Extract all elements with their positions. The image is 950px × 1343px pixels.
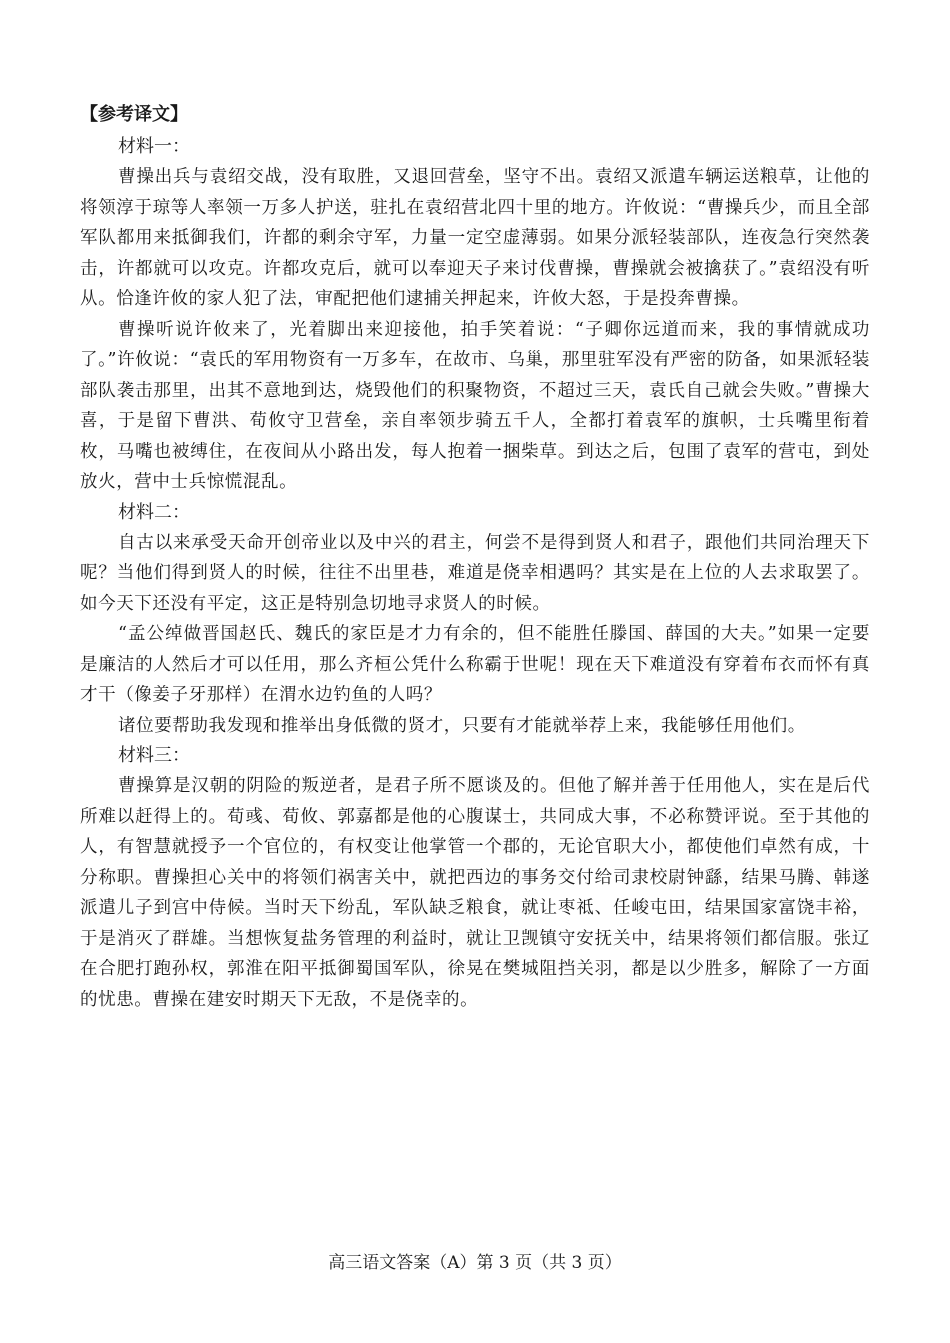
material-two-title: 材料二： <box>118 501 190 523</box>
section-heading: 【参考译文】 <box>80 104 188 125</box>
document-body <box>80 100 870 1015</box>
paragraph: 曹操听说许攸来了，光着脚出来迎接他，拍手笑着说：“子卿你远道而来，我的事情就成功了。”许攸说：“袁氏的军用物资有一万多车，在故市、乌巢，那里驻军没有严密的防备，如果派轻装部队袭击那里，出其不意地到达，烧毁他们的积聚物资，不超过三天，袁氏自己就会失败。”曹操大喜，于是留下曹洪、荀攸守卫营垒，亲自率领步骑五千人，全都打着袁军的旗帜，士兵嘴里衔着枚，马嘴也被缚住，在夜间从小路出发，每人抱着一捆柴草。到达之后，包围了袁军的营屯，到处放火，营中士兵惊慌混乱。 <box>80 319 870 492</box>
paragraph: 曹操出兵与袁绍交战，没有取胜，又退回营垒，坚守不出。袁绍又派遣车辆运送粮草，让他的将领淳于琼等人率领一万多人护送，驻扎在袁绍营北四十里的地方。许攸说：“曹操兵少，而且全部军队都用来抵御我们，许都的剩余守军，力量一定空虚薄弱。如果分派轻装部队，连夜急行突然袭击，许都就可以攻克。许都攻克后，就可以奉迎天子来讨伐曹操，曹操就会被擒获了。”袁绍没有听从。恰逢许攸的家人犯了法，审配把他们逮捕关押起来，许攸大怒，于是投奔曹操。 <box>80 167 870 309</box>
page-footer: 高三语文答案（A）第 3 页（共 3 页） <box>328 1253 622 1273</box>
material-one <box>80 132 870 498</box>
paragraph: 曹操算是汉朝的阴险的叛逆者，是君子所不愿谈及的。但他了解并善于任用他人，实在是后代所难以赶得上的。荀彧、荀攸、郭嘉都是他的心腹谋士，共同成大事，不必称赞评说。至于其他的人，有智慧就授予一个官位的，有权变让他掌管一个郡的，无论官职大小，都使他们卓然有成，十分称职。曹操担心关中的将领们祸害关中，就把西边的事务交付给司隶校尉钟繇，结果马腾、韩遂派遣儿子到宫中侍候。当时天下纷乱，军队缺乏粮食，就让枣祗、任峻屯田，结果国家富饶丰裕，于是消灭了群雄。当想恢复盐务管理的利益时，就让卫觊镇守安抚关中，结果将领们都信服。张辽在合肥打跑孙权，郭淮在阳平抵御蜀国军队，徐晃在樊城阻挡关羽，都是以少胜多，解除了一方面的忧患。曹操在建安时期天下无敌，不是侥幸的。 <box>80 776 870 1010</box>
paragraph: 诸位要帮助我发现和推举出身低微的贤才，只要有才能就举荐上来，我能够任用他们。 <box>118 715 806 736</box>
material-two <box>80 498 870 742</box>
material-three-title: 材料三： <box>118 745 190 766</box>
material-one-title: 材料一： <box>118 136 190 157</box>
material-three <box>80 741 870 1015</box>
paragraph: 自古以来承受天命开创帝业以及中兴的君主，何尝不是得到贤人和君子，跟他们共同治理天下呢？当他们得到贤人的时候，往往不出里巷，难道是侥幸相遇吗？其实是在上位的人去求取罢了。如今天下还没有平定，这正是特别急切地寻求贤人的时候。 <box>80 532 870 614</box>
paragraph: “孟公绰做晋国赵氏、魏氏的家臣是才力有余的，但不能胜任滕国、薛国的大夫。”如果一定要是廉洁的人然后才可以任用，那么齐桓公凭什么称霸于世呢！现在天下难道没有穿着布衣而怀有真才干（像姜子牙那样）在渭水边钓鱼的人吗？ <box>80 624 870 705</box>
